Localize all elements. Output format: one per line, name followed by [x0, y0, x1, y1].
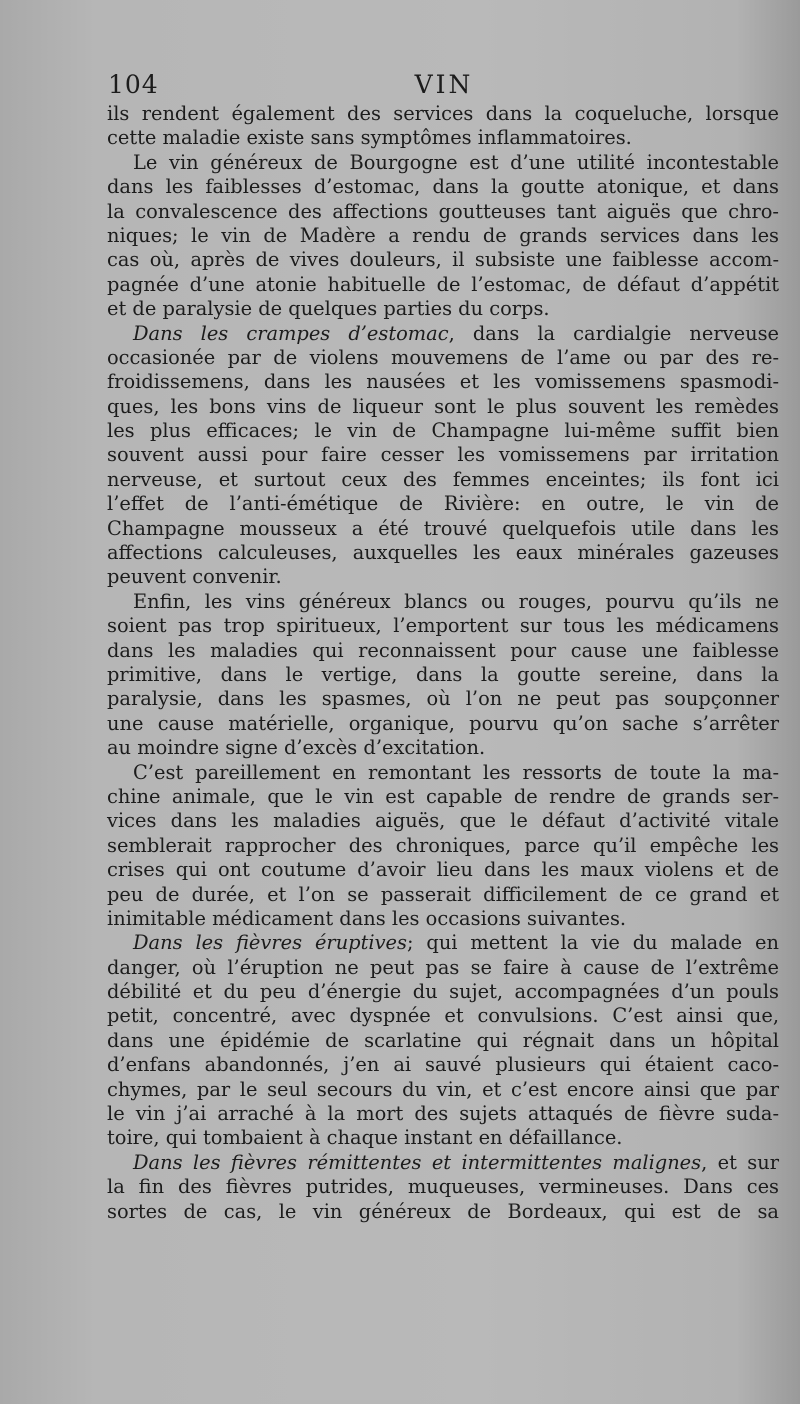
line-text: ques, les bons vins de liqueur sont le plus souvent les remèdes [107, 394, 779, 418]
text-line [107, 1053, 779, 1077]
text-line [107, 712, 779, 736]
text-line [107, 126, 779, 150]
line-text: nerveuse, et surtout ceux des femmes enceintes; ils font ici [107, 467, 779, 491]
line-text: ils rendent également des services dans la coqueluche, lorsque [107, 102, 779, 125]
text-line [107, 736, 779, 760]
line-text: inimitable médicament dans les occasions suivantes. [107, 906, 627, 930]
line-text: crises qui ont coutume d’avoir lieu dans les maux violens et de [107, 858, 779, 882]
text-line [107, 468, 779, 492]
text-line [107, 834, 779, 858]
text-line [107, 590, 779, 614]
line-text: occasionée par de violens mouvemens de l’ame ou par des re- [107, 345, 779, 369]
line-text: semblerait rapprocher des chroniques, parce qu’il empêche les [107, 833, 779, 857]
line-text: dans les maladies qui reconnaissent pour cause une faiblesse [107, 638, 779, 662]
line-text: petit, concentré, avec dyspnée et convulsions. C’est ainsi que, [107, 1004, 779, 1028]
text-line [107, 346, 779, 370]
line-text: danger, où l’éruption ne peut pas se faire à cause de l’extrême [107, 955, 779, 979]
line-text: d’enfans abandonnés, j’en ai sauvé plusieurs qui étaient caco- [107, 1053, 779, 1077]
text-line [107, 297, 779, 321]
line-text: Le vin généreux de Bourgogne est d’une utilité incontestable [133, 150, 779, 174]
line-text: les plus efficaces; le vin de Champagne lui-même suffit bien [107, 419, 779, 443]
line-text: cas où, après de vives douleurs, il subsiste une faiblesse accom- [107, 248, 779, 272]
line-text: l’effet de l’anti-émétique de Rivière: en outre, le vin de [107, 492, 779, 516]
line-text: la fin des fièvres putrides, muqueuses, vermineuses. Dans ces [107, 1175, 779, 1199]
text-line [107, 1175, 779, 1199]
line-text: froidissemens, dans les nausées et les vomissemens spasmodi- [107, 370, 779, 394]
text-line [107, 809, 779, 833]
text-line [107, 1151, 779, 1175]
line-text: peu de durée, et l’on se passerait difficilement de ce grand et [107, 882, 779, 906]
text-line [107, 663, 779, 687]
line-text: , et sur [701, 1150, 779, 1174]
line-text: au moindre signe d’excès d’excitation. [107, 736, 486, 760]
text-line [107, 956, 779, 980]
line-text: dans les faiblesses d’estomac, dans la goutte atonique, et dans [107, 175, 779, 199]
line-text: une cause matérielle, organique, pourvu qu’on sache s’arrêter [107, 711, 779, 735]
line-text: souvent aussi pour faire cesser les vomissemens par irritation [107, 443, 779, 467]
text-line [107, 273, 779, 297]
text-line [107, 200, 779, 224]
text-line [107, 761, 779, 785]
text-line [107, 907, 779, 931]
line-text: sortes de cas, le vin généreux de Bordeaux, qui est de sa [107, 1199, 779, 1223]
text-line [107, 980, 779, 1004]
text-line [107, 1102, 779, 1126]
text-line [107, 883, 779, 907]
text-line [107, 322, 779, 346]
line-text: ; qui mettent la vie du malade en [406, 931, 779, 955]
text-line [107, 931, 779, 955]
text-line [107, 1126, 779, 1150]
text-line [107, 248, 779, 272]
line-text: C’est pareillement en remontant les ressorts de toute la ma- [133, 760, 779, 784]
text-line [107, 785, 779, 809]
text-line [107, 151, 779, 175]
text-line [107, 565, 779, 589]
line-text: chine animale, que le vin est capable de rendre de grands ser- [107, 784, 779, 808]
line-text: affections calculeuses, auxquelles les eaux minérales gazeuses [107, 541, 779, 565]
line-text: Enfin, les vins généreux blancs ou rouges, pourvu qu’ils ne [133, 589, 779, 613]
text-line [107, 541, 779, 565]
text-line [107, 175, 779, 199]
text-line [107, 614, 779, 638]
body-text [107, 102, 779, 1224]
line-text: le vin j’ai arraché à la mort des sujets attaqués de fièvre suda- [107, 1102, 779, 1126]
line-text: primitive, dans le vertige, dans la goutte sereine, dans la [107, 662, 779, 686]
line-text: , dans la cardialgie nerveuse [448, 321, 779, 345]
line-text: chymes, par le seul secours du vin, et c’est encore ainsi que par [107, 1077, 779, 1101]
line-text: cette maladie existe sans symptômes inflammatoires. [107, 126, 632, 150]
line-text: soient pas trop spiritueux, l’emportent sur tous les médicamens [107, 614, 779, 638]
line-text: pagnée d’une atonie habituelle de l’estomac, de défaut d’appétit [107, 272, 779, 296]
italic-phrase: Dans les fièvres éruptives [133, 931, 407, 955]
text-line [107, 492, 779, 516]
text-line [107, 419, 779, 443]
line-text: vices dans les maladies aiguës, que le défaut d’activité vitale [107, 809, 779, 833]
text-line [107, 639, 779, 663]
line-text: paralysie, dans les spasmes, où l’on ne peut pas soupçonner [107, 687, 779, 711]
running-title: VIN [414, 70, 474, 99]
line-text: peuvent convenir. [107, 565, 282, 589]
italic-phrase: Dans les fièvres rémittentes et intermittentes malignes [133, 1150, 702, 1174]
text-line [107, 224, 779, 248]
text-line [107, 517, 779, 541]
text-line [107, 443, 779, 467]
text-line [107, 1029, 779, 1053]
italic-phrase: Dans les crampes d’estomac [133, 321, 449, 345]
line-text: dans une épidémie de scarlatine qui régnait dans un hôpital [107, 1028, 779, 1052]
line-text: niques; le vin de Madère a rendu de grands services dans les [107, 223, 779, 247]
text-line [107, 687, 779, 711]
text-line [107, 858, 779, 882]
text-line [107, 102, 779, 126]
line-text: la convalescence des affections goutteuses tant aiguës que chro- [107, 199, 779, 223]
line-text: toire, qui tombaient à chaque instant en défaillance. [107, 1126, 623, 1150]
page-number: 104 [108, 70, 159, 99]
line-text: et de paralysie de quelques parties du corps. [107, 297, 550, 321]
text-line [107, 1078, 779, 1102]
line-text: débilité et du peu d’énergie du sujet, accompagnées d’un pouls [107, 980, 779, 1004]
text-line [107, 395, 779, 419]
text-line [107, 1004, 779, 1028]
text-line [107, 370, 779, 394]
line-text: Champagne mousseux a été trouvé quelquefois utile dans les [107, 516, 779, 540]
page-header [108, 70, 780, 102]
text-line [107, 1200, 779, 1224]
